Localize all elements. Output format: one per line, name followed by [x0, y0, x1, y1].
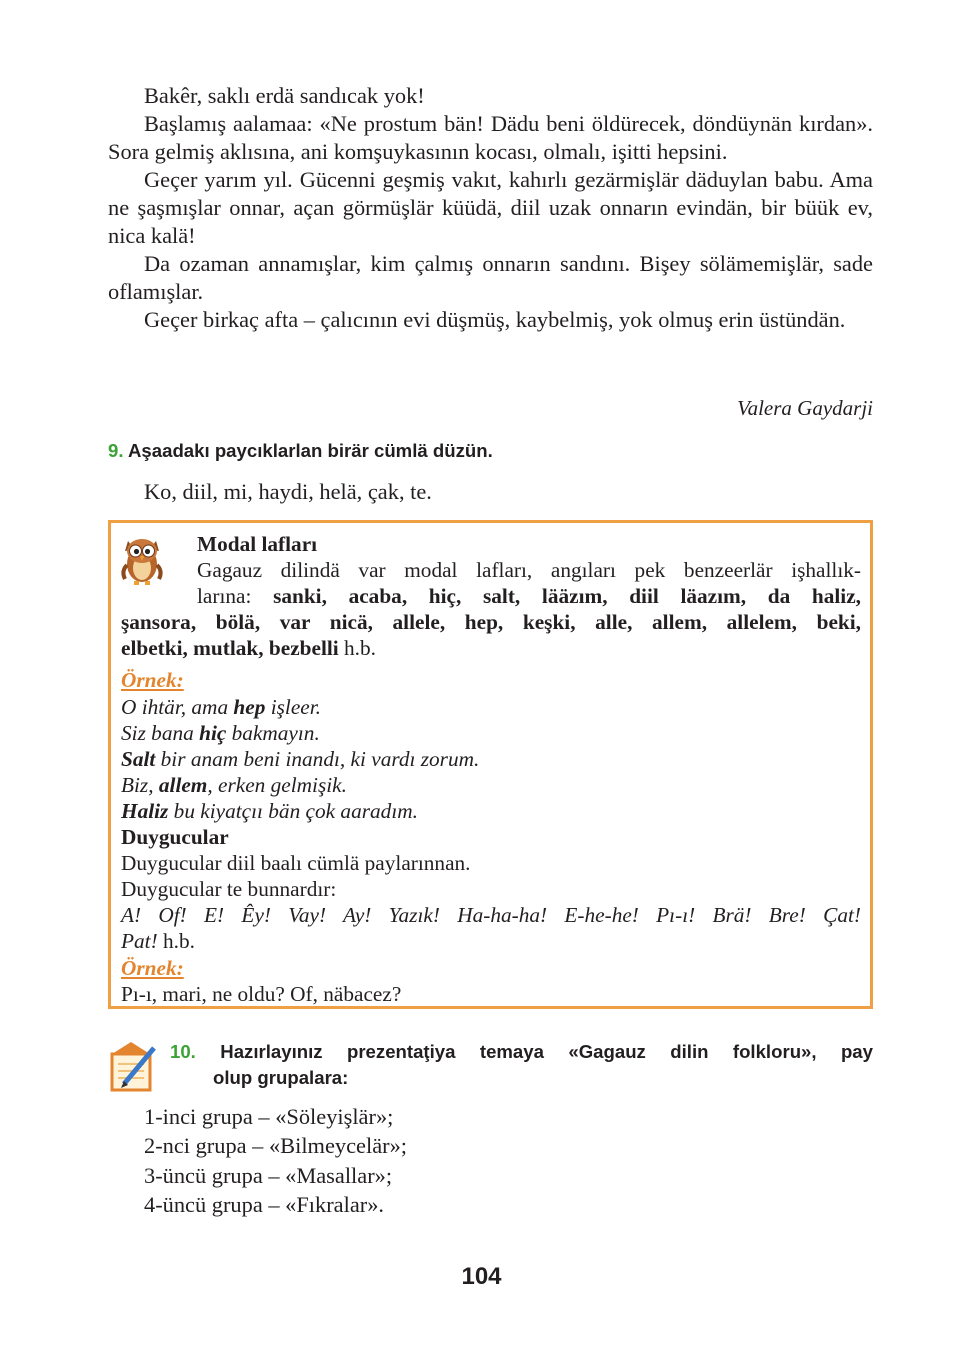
example-label: Örnek:	[121, 668, 184, 693]
story-author: Valera Gaydarji	[737, 396, 873, 420]
story-paragraph: Geçer yarım yıl. Gücenni geşmiş vakıt, kahırlı gezärmişlär däduylan babu. Ama ne şaşmışlar onnar, açan görmüşlär küüdä, diil uzak onnarın evindän, bir büük ev, nica kalä!	[108, 167, 873, 248]
rule-subtitle: Duygucular	[121, 825, 229, 850]
interjections-list-end	[121, 928, 861, 954]
list-item: 1-inci grupa – «Söleyişlär»;	[144, 1104, 394, 1129]
modal-words-end	[121, 635, 861, 661]
group-list	[144, 1102, 407, 1219]
rule-description: Duygucular te bunnardır:	[121, 877, 337, 902]
task-9-words: Ko, diil, mi, haydi, helä, çak, te.	[144, 479, 432, 504]
example-sentence	[121, 746, 861, 772]
example-sentence	[121, 772, 861, 798]
list-item: 2-nci grupa – «Bilmeycelär»;	[144, 1133, 408, 1159]
modal-words: sanki, acaba, hiç, salt, lääzım, diil läazım, da haliz,	[273, 584, 861, 609]
story-text	[108, 82, 873, 334]
story-paragraph: Geçer birkaç afta – çalıcının evi düşmüş, kaybelmiş, yok olmuş erin üstündän.	[144, 307, 846, 332]
example-text: Siz bana	[121, 720, 200, 745]
modal-words: şansora, bölä, var nicä, allele, hep, keşki, alle, allem, allelem, beki,	[121, 610, 861, 635]
rule-intro-text: larına:	[197, 584, 274, 609]
rule-description: Duygucular diil baalı cümlä paylarınnan.	[121, 851, 471, 876]
rule-title: Modal lafları	[197, 532, 318, 556]
example-text: bir anam beni inandı, ki vardı zorum.	[155, 746, 480, 771]
list-item: 4-üncü grupa – «Fıkralar».	[144, 1191, 385, 1217]
example-text: , erken gelmişik.	[207, 772, 347, 797]
example-text: bakmayın.	[226, 720, 320, 745]
example-sentence: Pı-ı, mari, ne oldu? Of, näbacez?	[121, 981, 402, 1006]
task-10-instruction: Hazırlayınız prezentaţiya temaya «Gagauz dilin folkloru», pay	[220, 1041, 873, 1062]
story-paragraph: Başlamış aalamaa: «Ne prostum bän! Dädu beni öldürecek, döndüynän kırdan». Sora gelmiş aklısına, ani komşuykasının kocası, olmalı, işitti hepsini.	[108, 111, 873, 164]
task-10-heading	[170, 1039, 873, 1091]
story-paragraph: Da ozaman annamışlar, kim çalmış onnarın sandını. Bişey sölämemişlär, sade oflamışlar.	[108, 251, 873, 304]
example-sentence	[121, 694, 861, 720]
example-text: işleer.	[265, 694, 321, 719]
story-paragraph: Bakêr, saklı erdä sandıcak yok!	[144, 83, 425, 108]
task-10-instruction-cont: olup grupalara:	[213, 1067, 349, 1088]
rule-intro-line	[197, 583, 861, 609]
example-keyword: hep	[233, 694, 266, 719]
example-sentence	[121, 798, 861, 824]
task-9-heading	[108, 438, 493, 464]
example-sentence	[121, 720, 861, 746]
example-text: O ihtär, ama	[121, 694, 234, 719]
example-keyword: hiç	[199, 720, 227, 745]
example-text: Biz,	[121, 772, 159, 797]
interjections-list: A! Of! E! Êy! Vay! Ay! Yazık! Ha-ha-ha! E-he-he! Pı-ı! Brä! Bre! Çat!	[121, 903, 861, 928]
interjection: Pat!	[121, 929, 158, 954]
notebook-pencil-icon	[108, 1040, 162, 1094]
rule-box	[108, 520, 873, 1009]
modal-words: elbetki, mutlak, bezbelli	[121, 636, 339, 661]
example-keyword: Salt	[121, 746, 156, 771]
list-item: 3-üncü grupa – «Masallar»;	[144, 1162, 393, 1188]
example-keyword: allem	[158, 772, 208, 797]
rule-intro-line: Gagauz dilindä var modal lafları, angıları pek benzeerlär işhallık-	[197, 558, 861, 583]
etc-text: h.b.	[338, 636, 376, 661]
task-9-instruction: Aşaadakı paycıklarlan birär cümlä düzün.	[128, 440, 493, 461]
example-keyword: Haliz	[121, 798, 169, 823]
task-10-number: 10.	[170, 1041, 196, 1062]
etc-text: h.b.	[157, 929, 195, 954]
page-number: 104	[461, 1263, 502, 1290]
example-text: bu kiyatçıı bän çok aaradım.	[168, 798, 418, 823]
task-9-number: 9.	[108, 440, 124, 461]
example-label: Örnek:	[121, 955, 184, 980]
